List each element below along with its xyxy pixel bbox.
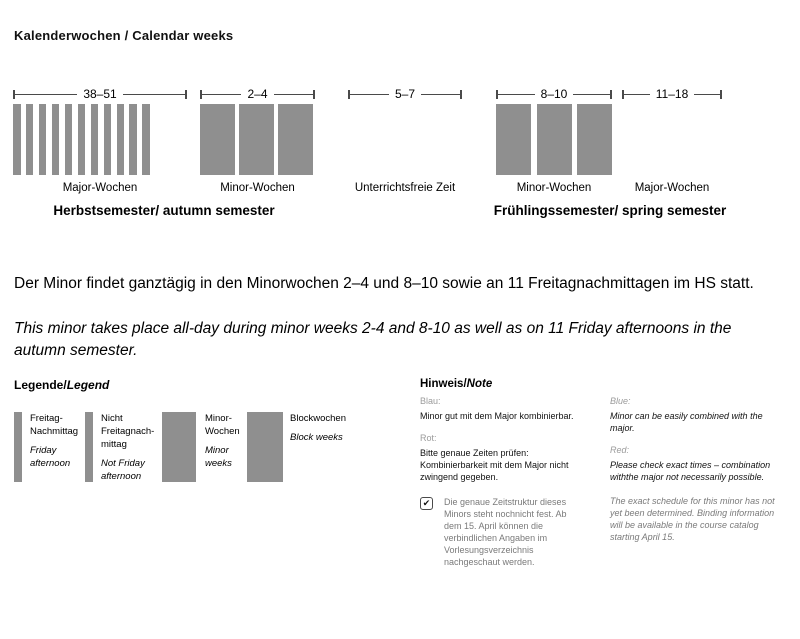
bracket-line [421,94,460,95]
week-bar [78,104,86,175]
legend-label-en: Not Friday afternoon [101,458,145,482]
week-range-bracket [13,88,187,100]
week-group-11-18 [622,87,722,194]
week-group-label: Major-Wochen [634,182,710,194]
bracket-line [15,94,77,95]
schedule-pending-text-de: Die genaue Zeitstruktur dieses Minors steht nochnicht fest. Ab dem 15. April können die verbindlichen Angaben im Vorlesungsverzeichnis nachgeschaut werden. [444,497,567,567]
autumn-semester-title: Herbstsemester/ autumn semester [53,203,275,218]
legend-label-de: Blockwochen [290,413,346,424]
week-bar [65,104,73,175]
week-bars [496,104,612,175]
week-bar [577,104,612,175]
week-range-label: 5–7 [394,87,416,101]
note-red-text-de: Bitte genaue Zeiten prüfen: Kombinierbarkeit mit dem Major nicht zwingend gegeben. [420,448,569,482]
legend-title-en: Legend [66,378,110,392]
bracket-line [624,94,650,95]
legend-label-en: Block weeks [290,432,343,443]
week-group-2-4 [200,87,315,194]
note-red-text-en: Please check exact times – combination withthe major not necessarily possible. [610,460,771,482]
legend-label-en: Minor weeks [205,445,232,469]
week-group-label: Minor-Wochen [220,182,295,194]
bracket-tick [720,90,722,99]
week-bar [26,104,34,175]
week-bar [278,104,313,175]
note-blue-text-de: Minor gut mit dem Major kombinierbar. [420,411,574,421]
legend-swatch-not-friday-afternoon [85,412,93,482]
bracket-tick [185,90,187,99]
legend-item-not-friday-afternoon [101,412,167,483]
legend-label-de: Nicht Freitagnach-mittag [101,413,155,450]
legend-item-friday-afternoon [30,412,86,470]
legend-label-de: Minor-Wochen [205,413,240,437]
week-bar [142,104,150,175]
week-group-label: Major-Wochen [62,182,138,194]
week-range-label: 8–10 [540,87,568,101]
schedule-pending-text-en: The exact schedule for this minor has not yet been determined. Binding information will be available in the course catalog starting April 15. [610,496,775,542]
bracket-tick [313,90,315,99]
week-bar [496,104,531,175]
week-range-label: 11–18 [655,87,689,101]
note-title-de: Hinweis/ [420,378,467,390]
bracket-line [350,94,389,95]
description-german: Der Minor findet ganztägig in den Minorwochen 2–4 und 8–10 sowie an 11 Freitagnachmittagen im HS statt. [14,275,754,292]
legend-swatch-friday-afternoon [14,412,22,482]
week-range-label: 2–4 [247,87,268,101]
week-bar [200,104,235,175]
bracket-tick [460,90,462,99]
week-group-label: Unterrichtsfreie Zeit [354,182,456,194]
week-bar [117,104,125,175]
note-red-label-en: Red: [610,445,630,455]
note-blue-text-en: Minor can be easily combined with the major. [610,411,763,433]
legend-title-de: Legende/ [14,378,67,392]
bracket-line [573,94,610,95]
week-range-bracket [496,88,612,100]
week-group-8-10 [496,87,612,194]
week-bar [239,104,274,175]
week-range-label: 38–51 [83,87,117,101]
legend-label-de: Freitag-Nachmittag [30,413,79,437]
legend-swatch-minor-weeks [162,412,196,482]
schedule-pending-checkbox[interactable]: ✔ [420,497,433,510]
legend-item-block-weeks [290,412,380,444]
note-column-english [610,395,780,553]
week-bar [104,104,112,175]
week-bar [537,104,572,175]
spring-semester-title: Frühlingssemester/ spring semester [493,203,727,218]
week-bars [13,104,150,175]
week-bar [91,104,99,175]
week-range-bracket [348,88,462,100]
bracket-line [202,94,241,95]
note-title [420,378,492,390]
week-bar [52,104,60,175]
note-column-german [420,395,582,568]
note-title-en: Note [466,378,493,390]
bracket-line [123,94,185,95]
legend-swatch-block-weeks [247,412,283,482]
schedule-pending-row [420,496,582,568]
bracket-line [694,94,720,95]
week-range-bracket [622,88,722,100]
bracket-line [498,94,535,95]
page-title: Kalenderwochen / Calendar weeks [14,28,234,43]
note-blue-label-de: Blau: [420,396,441,406]
week-bar [129,104,137,175]
week-bars [200,104,313,175]
week-range-bracket [200,88,315,100]
legend-title [14,378,109,392]
bracket-line [274,94,313,95]
note-red-label-de: Rot: [420,433,437,443]
week-group-label: Minor-Wochen [516,182,592,194]
week-group-5-7 [348,87,462,194]
week-bar [39,104,47,175]
note-blue-label-en: Blue: [610,396,631,406]
description-english: This minor takes place all-day during minor weeks 2-4 and 8-10 as well as on 11 Friday afternoons in the autumn semester. [14,320,732,359]
week-group-38-51 [13,87,187,194]
legend-label-en: Friday afternoon [30,445,71,469]
bracket-tick [610,90,612,99]
week-bar [13,104,21,175]
